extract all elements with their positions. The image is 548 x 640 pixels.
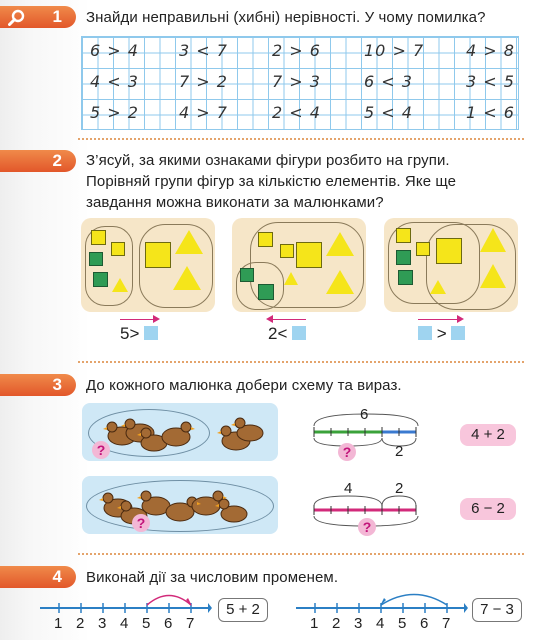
yellow-square-large	[436, 238, 462, 264]
tick-label: 7	[442, 615, 451, 632]
yellow-square-small	[91, 230, 106, 245]
task-text-line: З’ясуй, за якими ознаками фігури розбито на групи.	[86, 152, 450, 169]
ducks-illustration	[82, 403, 278, 461]
inequality[interactable]: 5 > 2	[90, 103, 139, 122]
inequality[interactable]: 4 < 3	[90, 72, 139, 91]
task-number-tab	[0, 374, 76, 396]
green-square-small	[93, 272, 108, 287]
yellow-triangle-small	[284, 272, 298, 285]
tick-label: 1	[54, 615, 63, 632]
divider	[78, 138, 524, 140]
yellow-triangle-large	[326, 270, 354, 294]
answer-box[interactable]	[451, 326, 465, 340]
comparison-left: 2	[268, 324, 278, 343]
inequality[interactable]: 4 > 7	[179, 103, 228, 122]
inequality[interactable]: 1 < 6	[466, 103, 515, 122]
answer-box[interactable]	[292, 326, 306, 340]
inequality[interactable]: 6 < 3	[364, 72, 413, 91]
inequality[interactable]: 3 < 7	[179, 41, 228, 60]
comparison-sign: >	[436, 324, 447, 343]
tick-label: 2	[332, 615, 341, 632]
yellow-triangle-large	[326, 232, 354, 256]
ducks-picture	[82, 476, 278, 534]
tick-label: 1	[310, 615, 319, 632]
answer-box[interactable]	[418, 326, 432, 340]
yellow-triangle-large	[480, 264, 506, 288]
tick-label: 3	[354, 615, 363, 632]
expression-card[interactable]: 4 + 2	[460, 424, 516, 446]
answer-box[interactable]	[144, 326, 158, 340]
yellow-square-small	[280, 244, 294, 258]
expression-box[interactable]: 5 + 2	[218, 598, 268, 622]
inequality[interactable]: 2 < 4	[272, 103, 321, 122]
tick-label: 4	[376, 615, 385, 632]
yellow-square-large	[145, 242, 171, 268]
tick-label: 4	[120, 615, 129, 632]
number-line-labels	[36, 615, 212, 635]
task-number-tab	[0, 150, 76, 172]
inequality-grid	[81, 36, 519, 130]
tick-label: 6	[420, 615, 429, 632]
question-mark-badge: ?	[92, 441, 110, 459]
tick-label: 6	[164, 615, 173, 632]
inequality[interactable]: 3 < 5	[466, 72, 515, 91]
direction-arrow	[268, 319, 306, 320]
direction-arrow	[418, 319, 462, 320]
task-number: 3	[52, 375, 62, 394]
magnifier-icon	[8, 9, 25, 26]
divider	[78, 361, 524, 363]
green-square-small	[398, 270, 413, 285]
yellow-square-large	[296, 242, 322, 268]
shapes-panel	[81, 218, 215, 312]
yellow-triangle-small	[430, 280, 446, 294]
inequality[interactable]: 6 > 4	[90, 41, 139, 60]
green-square-small	[258, 284, 274, 300]
scheme-part: 4	[344, 480, 353, 497]
green-square-small	[396, 250, 411, 265]
comparison	[418, 324, 465, 344]
task-text: До кожного малюнка добери схему та вираз.	[86, 377, 402, 394]
comparison-sign: <	[277, 324, 288, 343]
comparison-left: 5	[120, 324, 130, 343]
task-text: Знайди неправильні (хибні) нерівності. У чому помилка?	[86, 9, 486, 26]
comparison	[268, 324, 306, 344]
inequality[interactable]: 4 > 8	[466, 41, 515, 60]
number-line-labels	[292, 615, 468, 635]
inequality[interactable]: 7 > 3	[272, 72, 321, 91]
yellow-square-small	[258, 232, 273, 247]
question-mark-badge: ?	[132, 514, 150, 532]
comparison-sign: >	[129, 324, 140, 343]
shapes-panel	[232, 218, 366, 312]
task-text-line: завдання можна виконати за малюнками?	[86, 194, 384, 211]
expression-card[interactable]: 6 − 2	[460, 498, 516, 520]
task-number-tab	[0, 6, 76, 28]
yellow-triangle-large	[173, 266, 201, 290]
yellow-triangle-small	[112, 278, 128, 292]
expression-box[interactable]: 7 − 3	[472, 598, 522, 622]
direction-arrow	[120, 319, 158, 320]
scheme-total: 6	[360, 406, 369, 423]
task-text: Виконай дії за числовим променем.	[86, 569, 339, 586]
yellow-square-small	[416, 242, 430, 256]
green-square-small	[240, 268, 254, 282]
inequality[interactable]: 2 > 6	[272, 41, 321, 60]
ducks-illustration	[82, 476, 278, 534]
inequality[interactable]: 7 > 2	[179, 72, 228, 91]
ducks-picture	[82, 403, 278, 461]
tick-label: 3	[98, 615, 107, 632]
task-text	[86, 150, 456, 213]
inequality[interactable]: 5 < 4	[364, 103, 413, 122]
tick-label: 5	[142, 615, 151, 632]
question-mark-badge: ?	[338, 443, 356, 461]
yellow-square-small	[111, 242, 125, 256]
green-square-small	[89, 252, 103, 266]
inequality[interactable]: 10 > 7	[364, 41, 425, 60]
task-number: 1	[52, 7, 62, 26]
question-mark-badge: ?	[358, 518, 376, 536]
tick-label: 7	[186, 615, 195, 632]
scheme-part: 2	[395, 443, 404, 460]
tick-label: 5	[398, 615, 407, 632]
task-number: 4	[52, 567, 62, 586]
yellow-square-small	[396, 228, 411, 243]
shapes-panel	[384, 218, 518, 312]
scheme-part: 2	[395, 480, 404, 497]
yellow-triangle-large	[480, 228, 506, 252]
task-text-line: Порівняй групи фігур за кількістю елементів. Яке ще	[86, 173, 457, 190]
task-number: 2	[52, 151, 62, 170]
divider	[78, 553, 524, 555]
comparison	[120, 324, 158, 344]
yellow-triangle-large	[175, 230, 203, 254]
tick-label: 2	[76, 615, 85, 632]
